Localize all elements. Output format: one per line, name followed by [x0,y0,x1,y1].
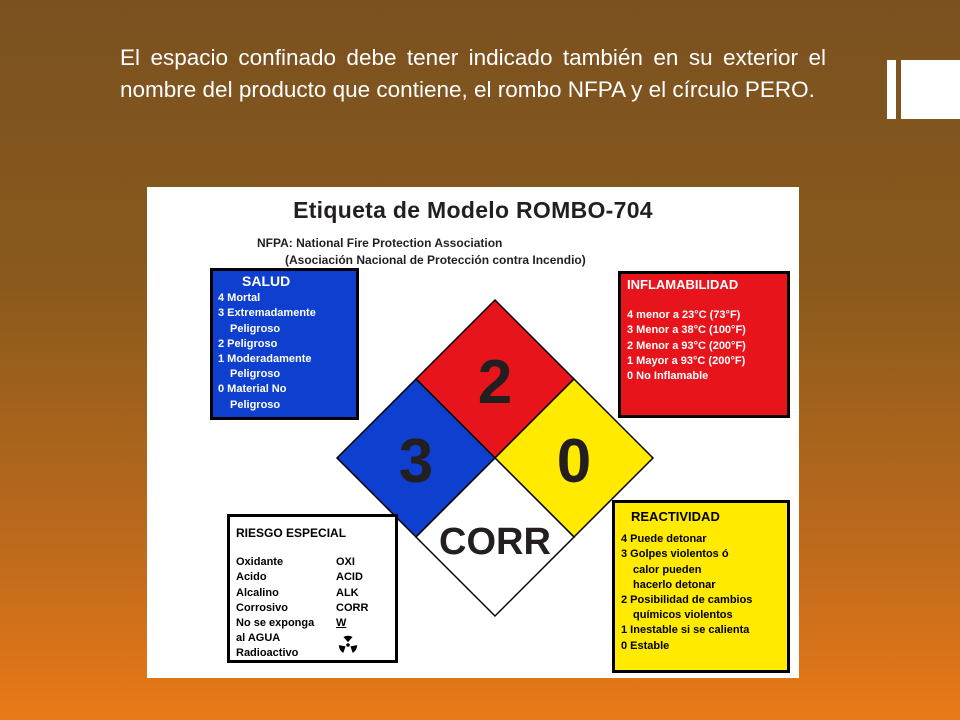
inflamabilidad-line: 1 Mayor a 93°C (200°F) [627,354,746,367]
riesgo-row [236,555,395,570]
label-subtitle-line-1: NFPA: National Fire Protection Association [257,236,503,250]
riesgo-row [236,631,395,646]
decorative-bar [887,60,896,119]
inflamabilidad-line: 4 menor a 23°C (73°F) [627,309,741,322]
salud-line: 3 Extremadamente [218,307,316,320]
inflamabilidad-line: 0 No Inflamable [627,370,709,383]
riesgo-especial-panel [227,514,398,663]
diamond-left-number: 3 [398,427,434,496]
riesgo-row [236,601,395,616]
salud-title: SALUD [242,273,291,289]
inflamabilidad-panel [618,271,790,418]
salud-line: 1 Moderadamente [218,353,312,366]
riesgo-name: Corrosivo [236,601,288,614]
label-title: Etiqueta de Modelo ROMBO-704 [293,197,653,223]
riesgo-code: ACID [336,571,363,584]
reactividad-line: hacerlo detonar [633,578,716,591]
riesgo-row [236,570,395,585]
riesgo-name: Oxidante [236,556,284,569]
reactividad-line: 4 Puede detonar [621,533,707,546]
nfpa-label-image [147,187,799,678]
riesgo-name: Acido [236,571,267,584]
inflamabilidad-title: INFLAMABILIDAD [627,277,739,292]
reactividad-line: 2 Posibilidad de cambios [621,594,753,607]
salud-line: 4 Mortal [218,292,261,305]
reactividad-title: REACTIVIDAD [631,509,720,524]
riesgo-name: Alcalino [236,586,279,599]
reactividad-line: calor pueden [633,563,702,576]
riesgo-row [236,616,395,631]
diamond-top-number: 2 [477,348,513,417]
diamond-right-number: 0 [556,427,592,496]
riesgo-code: CORR [336,601,369,614]
riesgo-code: OXI [336,556,355,569]
inflamabilidad-line: 3 Menor a 38°C (100°F) [627,324,746,337]
reactividad-line: 3 Golpes violentos ó [621,548,729,561]
salud-line: 0 Material No [218,383,287,396]
slide-body-text: El espacio confinado debe tener indicado también en su exterior el nombre del producto que contiene, el rombo NFPA y el círculo PERO. [120,45,826,102]
reactividad-panel [612,500,790,673]
riesgo-code: W [336,617,347,630]
riesgo-row [236,586,395,601]
riesgo-code: ALK [336,586,359,599]
reactividad-line: químicos violentos [633,609,733,622]
salud-line: Peligroso [230,398,281,411]
salud-line: Peligroso [230,368,281,381]
salud-panel [210,268,359,420]
radiation-icon [338,635,358,655]
salud-line: Peligroso [230,322,281,335]
reactividad-line: 1 Inestable si se calienta [621,624,750,637]
diamond-bottom-text: CORR [439,521,551,563]
label-subtitle-line-2: (Asociación Nacional de Protección contra Incendio) [285,253,586,267]
reactividad-line: 0 Estable [621,639,670,652]
riesgo-row [236,646,395,661]
decorative-square [901,60,960,119]
riesgo-name: Radioactivo [236,647,299,660]
salud-line: 2 Peligroso [218,337,278,350]
riesgo-especial-title: RIESGO ESPECIAL [236,526,347,540]
inflamabilidad-line: 2 Menor a 93°C (200°F) [627,339,746,352]
riesgo-name: No se exponga [236,617,315,630]
riesgo-name: al AGUA [236,632,281,645]
